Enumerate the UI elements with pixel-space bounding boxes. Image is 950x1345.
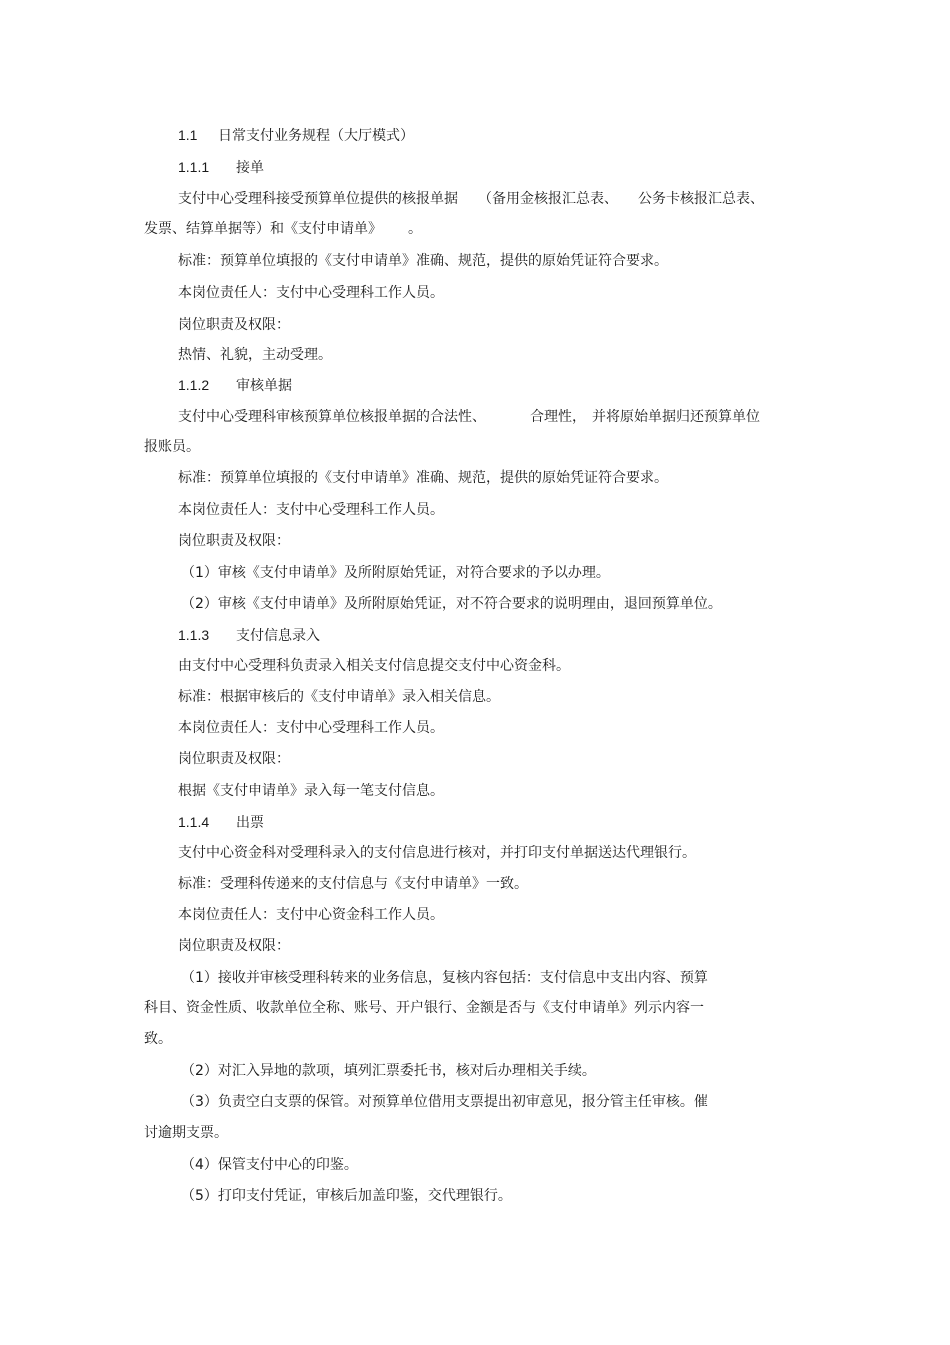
standard-line: 标准：预算单位填报的《支付申请单》准确、规范，提供的原始凭证符合要求。 <box>178 470 668 486</box>
responsible-line: 本岗位责任人：支付中心受理科工作人员。 <box>178 285 444 301</box>
duty-item: （2）对汇入异地的款项，填列汇票委托书，核对后办理相关手续。 <box>181 1063 596 1079</box>
section-heading <box>178 125 414 146</box>
responsible-line: 本岗位责任人：支付中心受理科工作人员。 <box>178 502 444 518</box>
duty-item: （3）负责空白支票的保管。对预算单位借用支票提出初审意见，报分管主任审核。催 <box>181 1094 708 1110</box>
duties-label: 岗位职责及权限： <box>178 751 290 767</box>
subsection-heading-4 <box>178 812 264 833</box>
duty-item: （1）接收并审核受理科转来的业务信息，复核内容包括：支付信息中支出内容、预算 <box>181 970 708 986</box>
duty-item: 热情、礼貌，主动受理。 <box>178 347 332 363</box>
subsection-title: 审核单据 <box>236 378 292 394</box>
text-run: 发票、结算单据等）和《支付申请单》 <box>144 221 382 237</box>
standard-line: 标准：根据审核后的《支付申请单》录入相关信息。 <box>178 689 500 705</box>
section-title: 日常支付业务规程（大厅模式） <box>218 128 414 144</box>
duty-item: 根据《支付申请单》录入每一笔支付信息。 <box>178 783 444 799</box>
text-run: （备用金核报汇总表、 <box>478 191 618 207</box>
duties-label: 岗位职责及权限： <box>178 317 290 333</box>
paragraph-line <box>178 407 760 427</box>
paragraph-line: 支付中心资金科对受理科录入的支付信息进行核对，并打印支付单据送达代理银行。 <box>178 845 696 861</box>
text-run: 合理性， <box>530 409 586 425</box>
paragraph-line <box>144 219 422 239</box>
responsible-line: 本岗位责任人：支付中心资金科工作人员。 <box>178 907 444 923</box>
text-run: 支付中心受理科接受预算单位提供的核报单据 <box>178 191 458 207</box>
text-run: 。 <box>408 221 422 237</box>
subsection-title: 出票 <box>236 815 264 831</box>
subsection-number: 1.1.4 <box>178 814 210 830</box>
paragraph-line <box>178 189 764 209</box>
duty-item: （2）审核《支付申请单》及所附原始凭证，对不符合要求的说明理由，退回预算单位。 <box>181 596 722 612</box>
subsection-heading-3 <box>178 625 320 646</box>
standard-line: 标准：受理科传递来的支付信息与《支付申请单》一致。 <box>178 876 528 892</box>
duty-item: （4）保管支付中心的印鉴。 <box>181 1157 358 1173</box>
subsection-heading-1 <box>178 157 264 178</box>
responsible-line: 本岗位责任人：支付中心受理科工作人员。 <box>178 720 444 736</box>
duty-item: （5）打印支付凭证，审核后加盖印鉴，交代理银行。 <box>181 1188 512 1204</box>
duty-item-continued: 讨逾期支票。 <box>144 1125 228 1141</box>
section-number: 1.1 <box>178 127 198 143</box>
standard-line: 标准：预算单位填报的《支付申请单》准确、规范，提供的原始凭证符合要求。 <box>178 253 668 269</box>
subsection-title: 接单 <box>236 160 264 176</box>
subsection-number: 1.1.2 <box>178 377 210 393</box>
duty-item-continued: 致。 <box>144 1031 172 1047</box>
duties-label: 岗位职责及权限： <box>178 938 290 954</box>
paragraph-line: 由支付中心受理科负责录入相关支付信息提交支付中心资金科。 <box>178 658 570 674</box>
subsection-title: 支付信息录入 <box>236 628 320 644</box>
duty-item-continued: 科目、资金性质、收款单位全称、账号、开户银行、金额是否与《支付申请单》列示内容一 <box>144 1000 704 1016</box>
subsection-heading-2 <box>178 375 292 396</box>
text-run: 公务卡核报汇总表、 <box>638 191 764 207</box>
duty-item: （1）审核《支付申请单》及所附原始凭证，对符合要求的予以办理。 <box>181 565 610 581</box>
text-run: 支付中心受理科审核预算单位核报单据的合法性、 <box>178 409 486 425</box>
paragraph-line: 报账员。 <box>144 439 200 455</box>
text-run: 并将原始单据归还预算单位 <box>592 409 760 425</box>
subsection-number: 1.1.3 <box>178 627 210 643</box>
subsection-number: 1.1.1 <box>178 159 210 175</box>
duties-label: 岗位职责及权限： <box>178 533 290 549</box>
